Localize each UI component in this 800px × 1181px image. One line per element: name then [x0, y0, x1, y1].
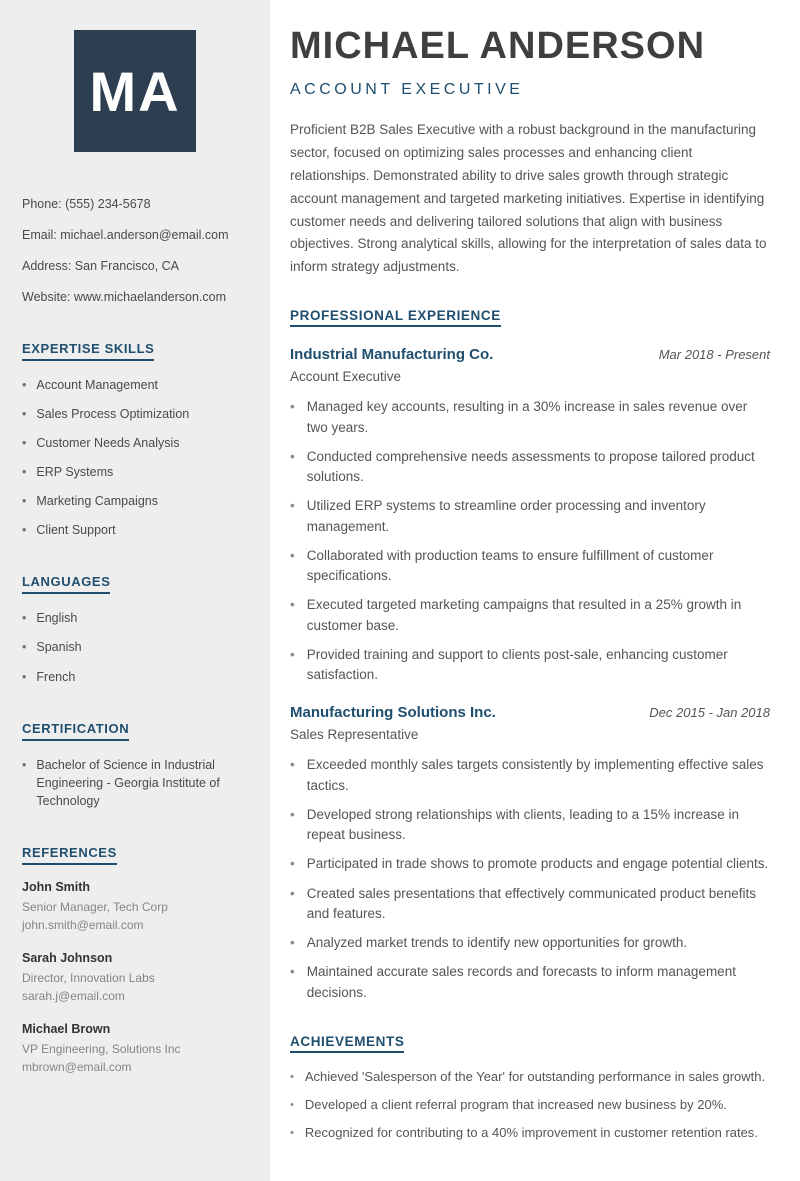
- languages-list: [22, 609, 248, 685]
- reference-entry: [22, 951, 248, 1005]
- references-heading: REFERENCES: [22, 845, 117, 865]
- person-job-title: ACCOUNT EXECUTIVE: [290, 80, 524, 98]
- job-bullet: • Developed strong relationships with clients, leading to a 15% increase in repeat business.: [290, 805, 770, 846]
- reference-email: john.smith@email.com: [22, 918, 144, 932]
- certification-heading: CERTIFICATION: [22, 721, 129, 741]
- monogram-badge: [74, 30, 196, 152]
- reference-email: sarah.j@email.com: [22, 989, 125, 1003]
- skills-list: [22, 376, 248, 540]
- contact-address: Address: San Francisco, CA: [22, 258, 180, 273]
- job-bullet: • Utilized ERP systems to streamline order processing and inventory management.: [290, 496, 770, 537]
- reference-entry: [22, 1022, 248, 1076]
- certification-list: [22, 756, 248, 810]
- reference-entry: [22, 880, 248, 934]
- skill-item: • Account Management: [22, 376, 248, 394]
- language-item: • English: [22, 609, 248, 627]
- reference-name: Sarah Johnson: [22, 951, 113, 965]
- certification-item: • Bachelor of Science in Industrial Engineering - Georgia Institute of Technology: [22, 756, 248, 810]
- contact-email: Email: michael.anderson@email.com: [22, 227, 229, 242]
- person-name: MICHAEL ANDERSON: [290, 25, 706, 67]
- job-bullet: • Participated in trade shows to promote products and engage potential clients.: [290, 854, 770, 874]
- skill-item: • Marketing Campaigns: [22, 492, 248, 510]
- achievement-item: • Developed a client referral program that increased new business by 20%.: [290, 1095, 770, 1115]
- job-bullet: • Analyzed market trends to identify new opportunities for growth.: [290, 933, 770, 953]
- language-item: • Spanish: [22, 638, 248, 656]
- achievements-section: [290, 1033, 770, 1143]
- company-name: Industrial Manufacturing Co.: [290, 346, 494, 364]
- job-bullet: • Collaborated with production teams to ensure fulfillment of customer specifications.: [290, 546, 770, 587]
- job-header: [290, 346, 770, 363]
- experience-section: [290, 307, 770, 1003]
- contact-phone: Phone: (555) 234-5678: [22, 197, 151, 211]
- monogram-initials: MA: [89, 59, 181, 123]
- achievement-item: • Achieved 'Salesperson of the Year' for outstanding performance in sales growth.: [290, 1067, 770, 1087]
- job-header: [290, 704, 770, 721]
- main-content: [270, 0, 800, 1181]
- certification-section: [22, 720, 248, 810]
- job-role: Sales Representative: [290, 727, 419, 743]
- sidebar: [0, 0, 270, 1181]
- skills-heading: EXPERTISE SKILLS: [22, 341, 154, 361]
- skill-item: • Sales Process Optimization: [22, 405, 248, 423]
- job-entry: [290, 346, 770, 685]
- reference-title: Director, Innovation Labs: [22, 971, 155, 985]
- job-bullet: • Created sales presentations that effectively communicated product benefits and features.: [290, 884, 770, 925]
- job-bullet: • Exceeded monthly sales targets consistently by implementing effective sales tactics.: [290, 755, 770, 796]
- references-section: [22, 844, 248, 1076]
- reference-name: John Smith: [22, 880, 91, 894]
- achievement-item: • Recognized for contributing to a 40% improvement in customer retention rates.: [290, 1123, 770, 1143]
- job-bullet: • Conducted comprehensive needs assessments to propose tailored product solutions.: [290, 447, 770, 488]
- skills-section: [22, 340, 248, 540]
- languages-heading: LANGUAGES: [22, 574, 110, 594]
- languages-section: [22, 573, 248, 685]
- job-dates: Mar 2018 - Present: [658, 347, 770, 363]
- skill-item: • Client Support: [22, 521, 248, 539]
- achievements-list: [290, 1067, 770, 1143]
- achievements-heading: ACHIEVEMENTS: [290, 1034, 404, 1053]
- language-item: • French: [22, 668, 248, 686]
- contact-website: Website: www.michaelanderson.com: [22, 289, 227, 304]
- summary-paragraph: Proficient B2B Sales Executive with a robust background in the manufacturing sector, focused on optimizing sales processes and enhancing client relationships. Demonstrated ability to drive sales growth through strategic account management and targeted marketing initiatives. Expertise in identifying customer needs and delivering tailored solutions that align with business objectives. Strong analytical skills, allowing for the interpretation of sales data to inform strategy adjustments.: [290, 121, 767, 275]
- company-name: Manufacturing Solutions Inc.: [290, 704, 496, 722]
- job-bullet-list: [290, 755, 770, 1003]
- skill-item: • ERP Systems: [22, 463, 248, 481]
- reference-email: mbrown@email.com: [22, 1060, 132, 1074]
- job-role: Account Executive: [290, 369, 402, 385]
- job-bullet-list: [290, 397, 770, 685]
- job-dates: Dec 2015 - Jan 2018: [649, 705, 770, 721]
- reference-name: Michael Brown: [22, 1022, 111, 1036]
- job-bullet: • Maintained accurate sales records and forecasts to inform management decisions.: [290, 962, 770, 1003]
- reference-title: Senior Manager, Tech Corp: [22, 900, 168, 914]
- job-bullet: • Provided training and support to clients post-sale, enhancing customer satisfaction.: [290, 645, 770, 686]
- contact-info: [22, 196, 248, 306]
- job-bullet: • Managed key accounts, resulting in a 30% increase in sales revenue over two years.: [290, 397, 770, 438]
- reference-title: VP Engineering, Solutions Inc: [22, 1042, 181, 1056]
- job-entry: [290, 704, 770, 1003]
- skill-item: • Customer Needs Analysis: [22, 434, 248, 452]
- job-bullet: • Executed targeted marketing campaigns that resulted in a 25% growth in customer base.: [290, 595, 770, 636]
- experience-heading: PROFESSIONAL EXPERIENCE: [290, 308, 501, 327]
